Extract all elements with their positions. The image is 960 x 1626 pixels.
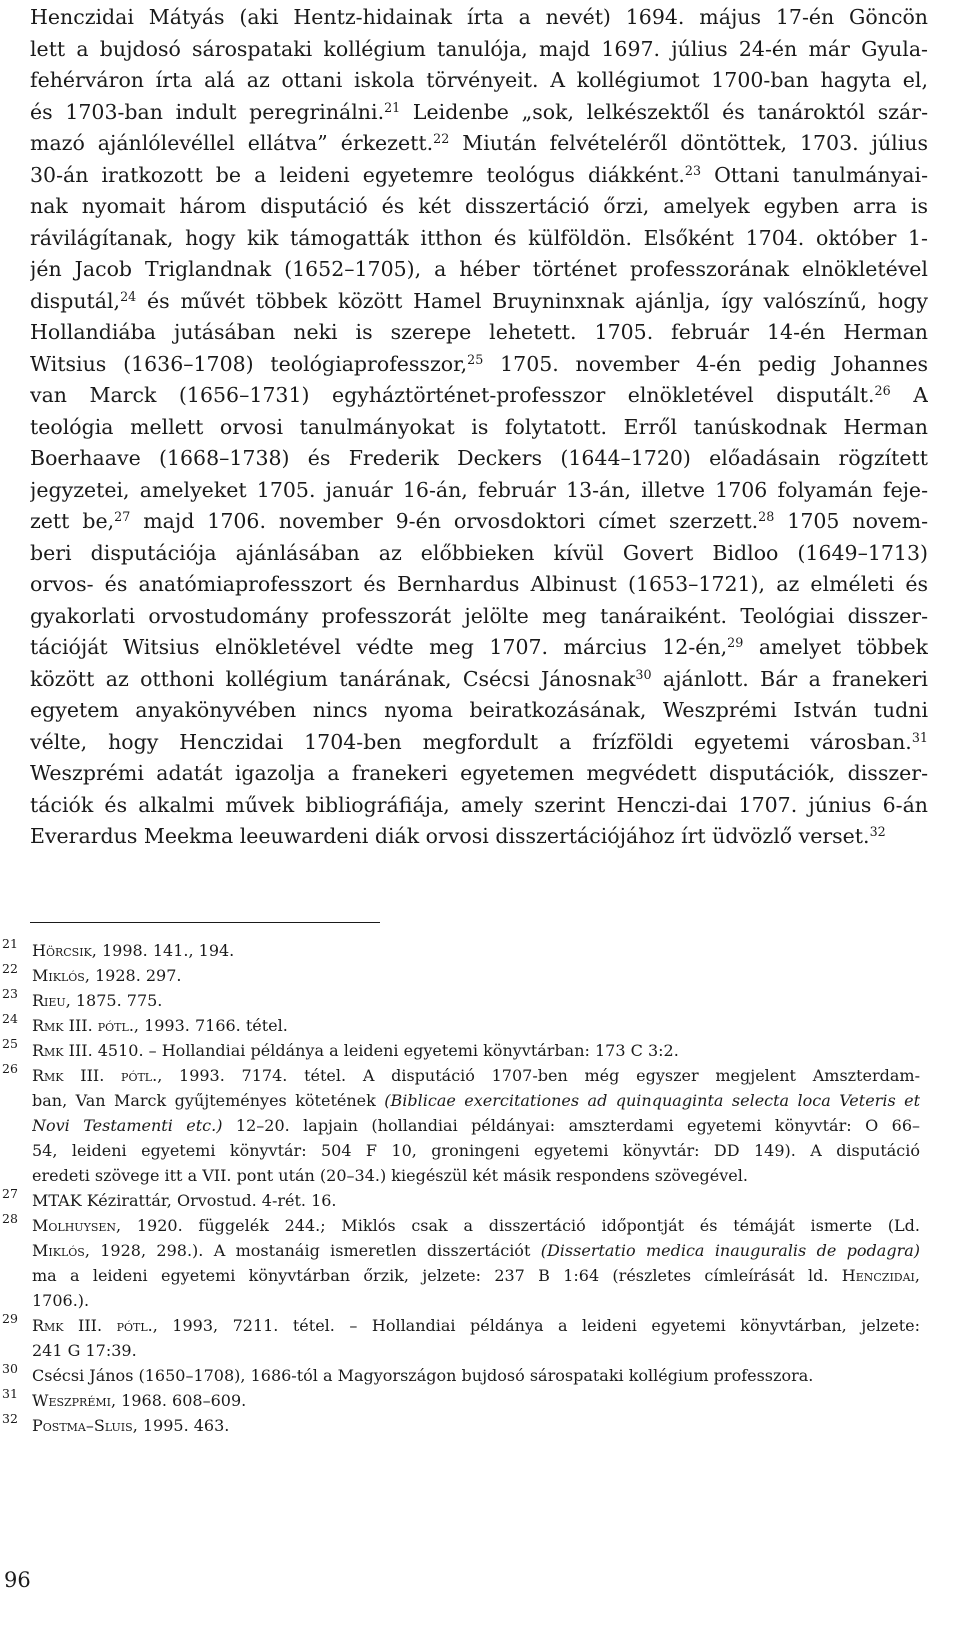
author-name: Miklós — [32, 966, 85, 985]
footnote-reference: 27 — [114, 509, 131, 525]
body-line: teológia mellett orvosi tanulmányokat is folytatott. Erről tanúskodnak Herman — [30, 414, 928, 439]
footnote-line — [32, 1263, 920, 1288]
author-name: Rmk — [32, 1316, 64, 1335]
body-line — [30, 727, 928, 759]
text-run: MTAK Kézirattár, Orvostud. 4-rét. 16. — [32, 1191, 337, 1210]
text-run: ajánlott. Bár a franekeri — [651, 666, 928, 691]
footnote-text — [32, 963, 920, 988]
footnote-reference: 25 — [467, 351, 484, 367]
footnote — [0, 1188, 960, 1213]
footnote-number: 21 — [2, 936, 18, 951]
text-run: , 1920. függelék 244.; Miklós csak a disszertáció időpontját és témáját ismerte (Ld. — [116, 1216, 920, 1235]
footnote-text — [32, 1188, 920, 1213]
footnote-text — [32, 1213, 920, 1313]
footnote-text — [32, 1388, 920, 1413]
footnote-line — [32, 1388, 920, 1413]
footnote-reference: 28 — [758, 509, 775, 525]
body-line — [30, 380, 928, 412]
text-run: III. 4510. – Hollandiai példánya a leideni egyetemi könyvtárban: 173 C 3:2. — [63, 1041, 679, 1060]
footnote-reference: 21 — [384, 99, 401, 115]
footnote-number: 27 — [2, 1186, 18, 1201]
body-line — [30, 286, 928, 318]
text-run: , — [914, 1266, 920, 1285]
footnote-line — [32, 963, 920, 988]
text-run: amelyet többek — [743, 635, 928, 659]
text-run: 12–20. lapjain (hollandiai példányai: amszterdami egyetemi könyvtár: O 66– — [222, 1116, 920, 1135]
author-name: pótl — [116, 1316, 148, 1335]
footnote-text — [32, 1413, 920, 1438]
footnote-line — [32, 1063, 920, 1088]
text-run: , 1998. 141., 194. — [91, 941, 235, 960]
footnote-number: 23 — [2, 986, 18, 1001]
text-run: 1706.). — [32, 1291, 90, 1310]
author-name: Postma–Sluis — [32, 1416, 133, 1435]
footnote-text — [32, 988, 920, 1013]
text-run: Leidenbe „sok, lelkészektől és tanároktól szár- — [400, 99, 928, 124]
body-line: jén Jacob Triglandnak (1652–1705), a héber történet professzorának elnökletével — [30, 257, 928, 281]
italic-title: Novi Testamenti etc.) — [32, 1116, 223, 1135]
footnote — [0, 988, 960, 1013]
footnote-number: 28 — [2, 1211, 18, 1226]
footnote-number: 32 — [2, 1411, 18, 1426]
author-name: pótl — [97, 1016, 129, 1035]
text-run: Witsius (1636–1708) teológiaprofesszor, — [30, 351, 468, 376]
text-run: , 1968. 608–609. — [110, 1391, 247, 1410]
footnote-line — [32, 1088, 920, 1113]
body-line — [30, 664, 928, 696]
footnote-number: 22 — [2, 961, 18, 976]
footnote-text — [32, 938, 920, 963]
footnote-number: 26 — [2, 1061, 18, 1076]
text-run: majd 1706. november 9-én orvosdoktori címet szerzett. — [130, 509, 759, 533]
author-name: Rmk — [32, 1016, 64, 1035]
footnote-separator — [30, 922, 380, 923]
footnote-line — [32, 1413, 920, 1438]
body-line — [30, 160, 928, 192]
footnote-text — [32, 1313, 920, 1363]
text-run: , 1875. 775. — [65, 991, 163, 1010]
text-run: , 1928, 298.). A mostanáig ismeretlen disszertációt — [84, 1241, 541, 1260]
footnote-line — [32, 1213, 920, 1238]
body-line: nak nyomait három disputáció és két disszertáció őrzi, amelyek egyben arra is — [30, 194, 928, 218]
footnote — [0, 1388, 960, 1413]
footnote-line — [32, 1163, 920, 1188]
body-line: fehérváron írta alá az ottani iskola törvényeit. A kollégiumot 1700-ban hagyta el, — [30, 68, 928, 92]
text-run: ., 1993. 7174. tétel. A disputáció 1707-ben még egyszer megjelent Amszterdam- — [152, 1066, 920, 1085]
text-run: Everardus Meekma leeuwardeni diák orvosi disszertációjához írt üdvözlő verset. — [30, 824, 870, 848]
text-run: ., 1993. 7166. tétel. — [128, 1016, 288, 1035]
footnote-number: 29 — [2, 1311, 18, 1326]
footnote-reference: 30 — [635, 666, 652, 682]
footnote — [0, 1363, 960, 1388]
page-number: 96 — [4, 1568, 31, 1592]
text-run: 1705. november 4-én pedig Johannes — [483, 351, 928, 376]
footnote-line — [32, 938, 920, 963]
body-line: jegyzetei, amelyeket 1705. január 16-án, február 13-án, illetve 1706 folyamán feje- — [30, 477, 928, 502]
footnote-reference: 24 — [120, 288, 137, 304]
text-run: Csécsi János (1650–1708), 1686-tól a Magyországon bujdosó sárospataki kollégium professzora. — [32, 1366, 814, 1385]
text-run: ., 1993, 7211. tétel. – Hollandiai példánya a leideni egyetemi könyvtárban, jelzete: — [147, 1316, 920, 1335]
text-run: disputál, — [30, 288, 121, 313]
author-name: Rmk — [32, 1041, 64, 1060]
footnote — [0, 1413, 960, 1438]
body-line: Hollandiába jutásában neki is szerepe lehetett. 1705. február 14-én Herman — [30, 320, 928, 344]
text-run: A — [890, 383, 928, 407]
footnotes — [0, 938, 960, 1438]
text-run: eredeti szövege itt a VII. pont után (20–34.) kiegészül két másik respondens szövegével. — [32, 1166, 748, 1185]
body-line: Boerhaave (1668–1738) és Frederik Deckers (1644–1720) előadásain rögzített — [30, 446, 928, 470]
footnote-line — [32, 1313, 920, 1338]
footnote — [0, 1063, 960, 1188]
footnote-line — [32, 1363, 920, 1388]
footnote — [0, 1213, 960, 1313]
footnote-number: 30 — [2, 1361, 18, 1376]
body-line: egyetem anyakönyvében nincs nyoma beiratkozásának, Weszprémi István tudni — [30, 698, 928, 722]
footnote-reference: 22 — [433, 131, 450, 147]
body-text — [30, 2, 928, 853]
footnote-line — [32, 1288, 920, 1313]
text-run: , 1928. 297. — [84, 966, 182, 985]
author-name: Weszprémi — [32, 1391, 111, 1410]
text-run: , 1995. 463. — [132, 1416, 230, 1435]
footnote-line — [32, 1338, 920, 1363]
footnote-text — [32, 1063, 920, 1188]
footnote-reference: 26 — [874, 383, 891, 399]
author-name: Henczidai — [841, 1266, 915, 1285]
body-line — [30, 97, 928, 129]
italic-title: (Biblicae exercitationes ad quinquaginta selecta loca Veteris et — [384, 1091, 920, 1110]
footnote-line — [32, 1013, 920, 1038]
footnote — [0, 1038, 960, 1063]
body-line — [30, 821, 928, 853]
text-run: Miután felvételéről döntöttek, 1703. július — [449, 131, 928, 155]
footnote-line — [32, 1238, 920, 1263]
footnote — [0, 1313, 960, 1363]
footnote-line — [32, 1113, 920, 1138]
footnote-number: 24 — [2, 1011, 18, 1026]
author-name: Molhuysen — [32, 1216, 117, 1235]
body-line: rávilágítanak, hogy kik támogatták itthon és külföldön. Elsőként 1704. október 1- — [30, 225, 928, 250]
footnote-reference: 29 — [727, 635, 744, 651]
text-run: vélte, hogy Henczidai 1704-ben megfordult a frízföldi egyetemi városban. — [30, 729, 912, 754]
author-name: Rieu — [32, 991, 66, 1010]
footnote-reference: 32 — [869, 824, 886, 840]
body-line: gyakorlati orvostudomány professzorát jelölte meg tanáraiként. Teológiai disszer- — [30, 603, 928, 628]
footnote — [0, 938, 960, 963]
text-run: és művét többek között Hamel Bruyninxnak ajánlja, így valószínű, hogy — [136, 288, 928, 313]
text-run: 1705 novem- — [774, 509, 928, 533]
author-name: pótl — [121, 1066, 153, 1085]
text-run: 54, leideni egyetemi könyvtár: 504 F 10, groningeni egyetemi könyvtár: DD 149). A disputáció — [32, 1141, 920, 1160]
text-run: ma a leideni egyetemi könyvtárban őrzik, jelzete: 237 B 1:64 (részletes címleírását ld. — [32, 1266, 842, 1285]
footnote — [0, 1013, 960, 1038]
body-line — [30, 128, 928, 160]
text-run: III. — [63, 1016, 98, 1035]
body-line: beri disputációja ajánlásában az előbbieken kívül Govert Bidloo (1649–1713) — [30, 540, 928, 565]
footnote — [0, 963, 960, 988]
body-line — [30, 349, 928, 381]
footnote-line — [32, 1188, 920, 1213]
footnote-text — [32, 1013, 920, 1038]
text-run: tációját Witsius elnökletével védte meg 1707. március 12-én, — [30, 635, 728, 659]
footnote-line — [32, 1038, 920, 1063]
text-run: 241 G 17:39. — [32, 1341, 137, 1360]
author-name: Rmk — [32, 1066, 64, 1085]
body-line: lett a bujdosó sárospataki kollégium tanulója, majd 1697. július 24-én már Gyula- — [30, 36, 928, 61]
text-run: van Marck (1656–1731) egyháztörténet-professzor elnökletével disputált. — [30, 383, 875, 407]
author-name: Miklós — [32, 1241, 85, 1260]
footnote-reference: 23 — [684, 162, 702, 178]
footnote-text — [32, 1363, 920, 1388]
text-run: zett be, — [30, 509, 115, 533]
body-line: orvos- és anatómiaprofesszort és Bernhardus Albinust (1653–1721), az elméleti és — [30, 572, 928, 596]
footnote-number: 31 — [2, 1386, 18, 1401]
footnote-text — [32, 1038, 920, 1063]
italic-title: (Dissertatio medica inauguralis de podagra) — [540, 1241, 920, 1260]
body-line — [30, 632, 928, 664]
text-run: 30-án iratkozott be a leideni egyetemre teológus diákként. — [30, 162, 685, 187]
footnote-reference: 31 — [911, 729, 928, 745]
body-line — [30, 506, 928, 538]
text-run: Ottani tanulmányai- — [701, 162, 928, 187]
footnote-number: 25 — [2, 1036, 18, 1051]
body-line: Henczidai Mátyás (aki Hentz-hidainak írta a nevét) 1694. május 17-én Göncön — [30, 5, 928, 29]
author-name: Hörcsik — [32, 941, 92, 960]
footnote-line — [32, 1138, 920, 1163]
text-run: között az otthoni kollégium tanárának, Csécsi Jánosnak — [30, 666, 636, 691]
text-run: mazó ajánlólevéllel ellátva” érkezett. — [30, 131, 434, 155]
text-run: III. — [63, 1316, 117, 1335]
body-line: Weszprémi adatát igazolja a franekeri egyetemen megvédett disputációk, disszer- — [30, 761, 928, 785]
text-run: ban, Van Marck gyűjteményes kötetének — [32, 1091, 385, 1110]
body-line: tációk és alkalmi művek bibliográfiája, amely szerint Henczi-dai 1707. június 6-án — [30, 792, 928, 817]
text-run: III. — [63, 1066, 122, 1085]
footnote-line — [32, 988, 920, 1013]
text-run: és 1703-ban indult peregrinálni. — [30, 99, 385, 124]
